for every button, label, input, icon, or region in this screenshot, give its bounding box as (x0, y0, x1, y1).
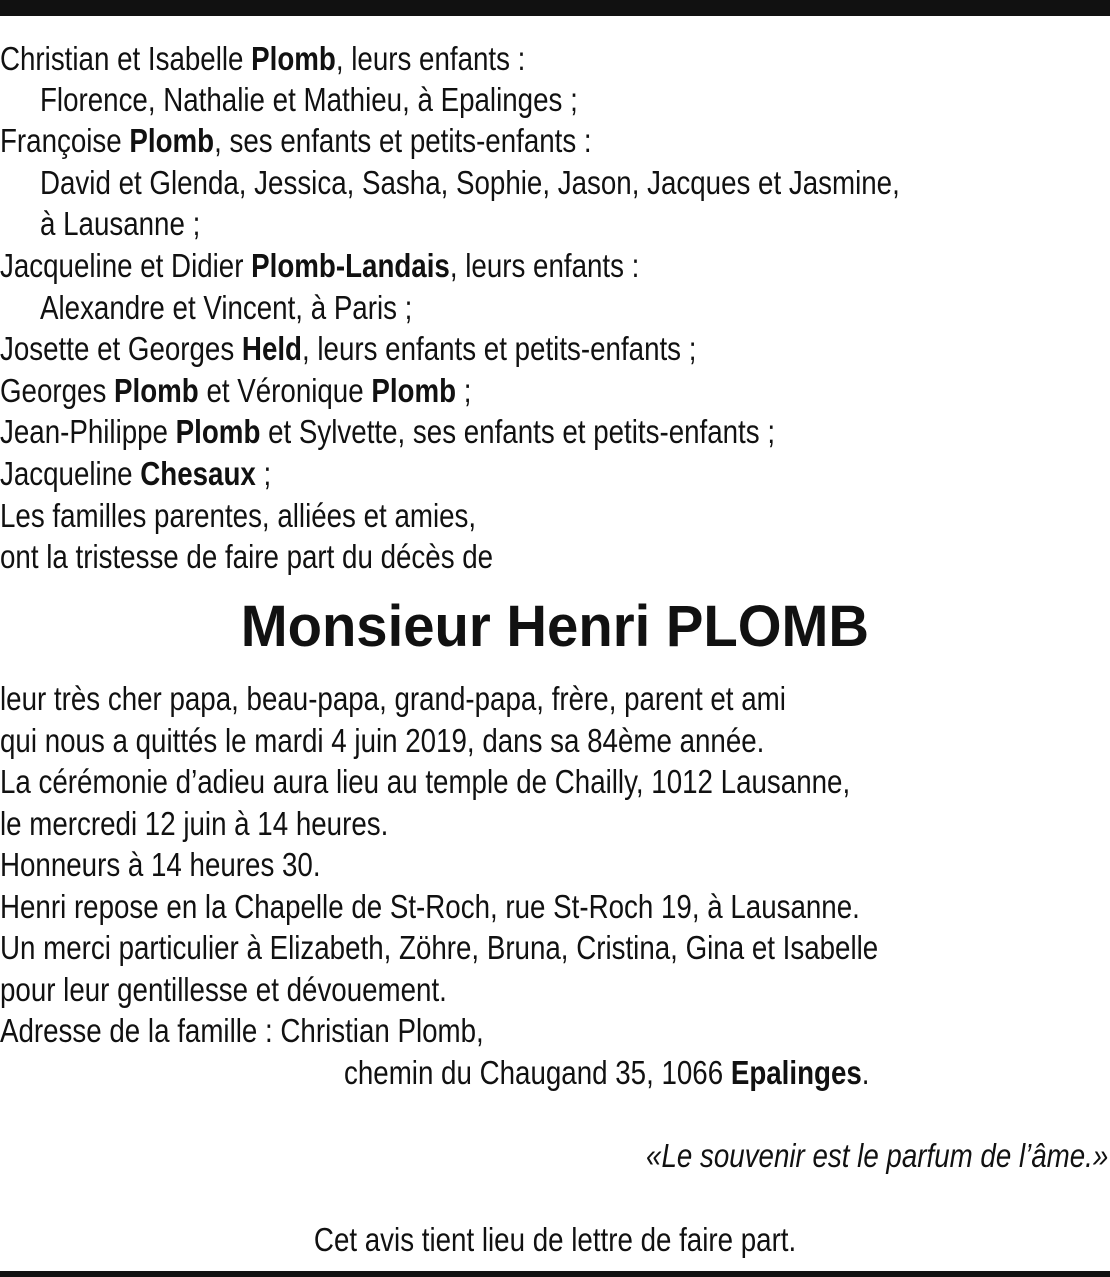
family-line-2: Florence, Nathalie et Mathieu, à Epalinges ; (40, 81, 578, 118)
family-surname: Plomb-Landais (251, 247, 450, 284)
family-line-5: à Lausanne ; (40, 205, 201, 242)
family-line-3-text: Françoise (0, 122, 130, 159)
family-line-11-suffix: ; (255, 455, 272, 492)
family-surname: Plomb (175, 413, 261, 450)
family-line-9-text: Georges (0, 372, 115, 409)
memorial-quote: «Le souvenir est le parfum de l’âme.» (645, 1137, 1108, 1174)
family-line-10-text: Jean-Philippe (0, 413, 176, 450)
family-line-7: Alexandre et Vincent, à Paris ; (40, 289, 413, 326)
address-town: Epalinges (730, 1054, 862, 1091)
address-period: . (861, 1054, 870, 1091)
family-surname: Plomb (251, 40, 336, 77)
family-line-9 (0, 370, 471, 412)
body-line-8: pour leur gentillesse et dévouement. (0, 971, 447, 1008)
body-line-2: qui nous a quittés le mardi 4 juin 2019, dans sa 84ème année. (0, 722, 765, 759)
family-line-10 (0, 411, 775, 453)
body-line-1: leur très cher papa, beau-papa, grand-papa, frère, parent et ami (0, 680, 786, 717)
top-border-rule (0, 0, 1110, 16)
family-line-9-suffix: ; (456, 372, 472, 409)
family-line-11 (0, 453, 271, 495)
family-line-13: ont la tristesse de faire part du décès de (0, 538, 494, 575)
body-line-7: Un merci particulier à Elizabeth, Zöhre, Bruna, Cristina, Gina et Isabelle (0, 929, 879, 966)
closing-text: Cet avis tient lieu de lettre de faire part. (313, 1221, 797, 1258)
family-line-11-text: Jacqueline (0, 455, 141, 492)
family-line-3-suffix: , ses enfants et petits-enfants : (214, 122, 592, 159)
deceased-name-heading (0, 596, 1110, 658)
family-line-4: David et Glenda, Jessica, Sasha, Sophie, Jason, Jacques et Jasmine, (40, 164, 900, 201)
family-line-8 (0, 328, 696, 370)
deceased-name: Monsieur Henri PLOMB (240, 594, 870, 659)
family-line-6-text: Jacqueline et Didier (0, 247, 252, 284)
family-line-1-suffix: , leurs enfants : (335, 40, 526, 77)
family-line-3 (0, 120, 592, 162)
family-line-10-suffix: et Sylvette, ses enfants et petits-enfants ; (260, 413, 776, 450)
family-line-1-text: Christian et Isabelle (0, 40, 252, 77)
address-street: chemin du Chaugand 35, 1066 (344, 1054, 731, 1091)
body-line-5: Honneurs à 14 heures 30. (0, 846, 321, 883)
family-line-8-suffix: , leurs enfants et petits-enfants ; (301, 330, 697, 367)
family-line-8-text: Josette et Georges (0, 330, 242, 367)
bottom-border-rule (0, 1271, 1110, 1277)
body-line-6: Henri repose en la Chapelle de St-Roch, rue St-Roch 19, à Lausanne. (0, 888, 860, 925)
family-surname: Plomb (114, 372, 199, 409)
family-line-6 (0, 245, 639, 287)
family-line-1 (0, 38, 525, 80)
family-address-line-1: Adresse de la famille : Christian Plomb, (0, 1012, 484, 1049)
body-line-3: La cérémonie d’adieu aura lieu au temple de Chailly, 1012 Lausanne, (0, 763, 851, 800)
family-line-12: Les familles parentes, alliées et amies, (0, 497, 477, 534)
family-address-line-2 (344, 1052, 869, 1094)
closing-notice (0, 1219, 1110, 1261)
family-surname: Plomb (129, 122, 215, 159)
family-surname: Chesaux (140, 455, 256, 492)
family-line-6-suffix: , leurs enfants : (449, 247, 640, 284)
family-surname: Plomb (371, 372, 457, 409)
body-line-4: le mercredi 12 juin à 14 heures. (0, 805, 389, 842)
family-line-9-middle: et Véronique (198, 372, 372, 409)
family-surname: Held (241, 330, 302, 367)
